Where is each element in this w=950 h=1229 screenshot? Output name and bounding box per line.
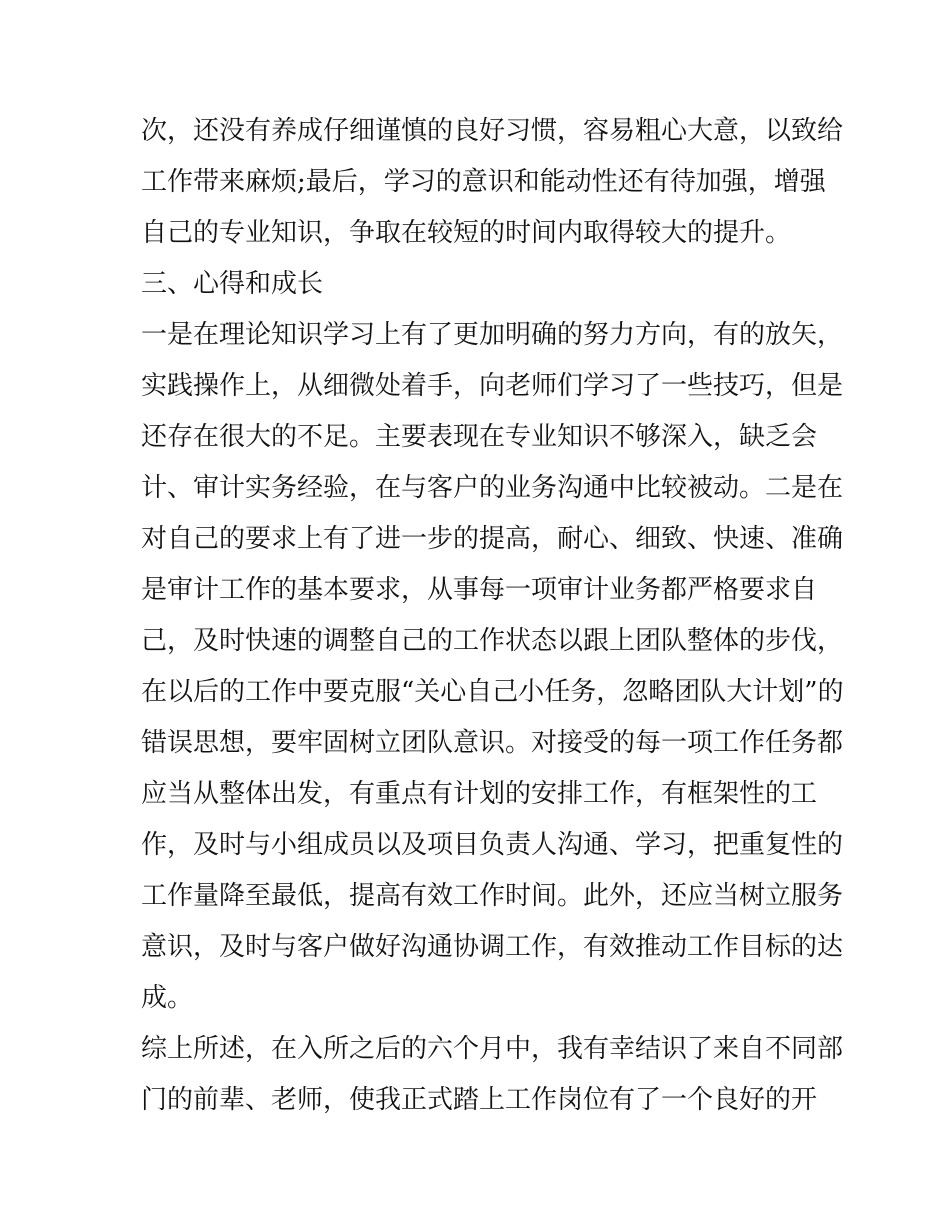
body-text: [141, 106, 844, 1126]
text-line: 门的前辈、老师，使我正式踏上工作岗位有了一个良好的开: [141, 1085, 818, 1115]
text-line: 次，还没有养成仔细谨慎的良好习惯，容易粗心大意，以致给: [141, 116, 844, 146]
text-line: 实践操作上，从细微处着手，向老师们学习了一些技巧，但是: [141, 371, 844, 401]
text-line: 在以后的工作中要克服“关心自己小任务，忽略团队大计划”的: [141, 677, 844, 707]
text-line: 己，及时快速的调整自己的工作状态以跟上团队整体的步伐，: [141, 626, 844, 656]
text-line: 错误思想，要牢固树立团队意识。对接受的每一项工作任务都: [141, 728, 844, 758]
text-line: 工作带来麻烦;最后，学习的意识和能动性还有待加强，增强: [141, 167, 826, 197]
text-line: 综上所述，在入所之后的六个月中，我有幸结识了来自不同部: [141, 1034, 844, 1064]
text-line: 成。: [141, 983, 194, 1013]
section-heading: 三、心得和成长: [141, 269, 324, 299]
text-line: 应当从整体出发，有重点有计划的安排工作，有框架性的工: [141, 779, 818, 809]
text-line: 作，及时与小组成员以及项目负责人沟通、学习，把重复性的: [141, 830, 844, 860]
text-line: 计、审计实务经验，在与客户的业务沟通中比较被动。二是在: [141, 473, 844, 503]
text-line: 意识，及时与客户做好沟通协调工作，有效推动工作目标的达: [141, 932, 844, 962]
text-line: 对自己的要求上有了进一步的提高，耐心、细致、快速、准确: [141, 524, 844, 554]
text-line: 一是在理论知识学习上有了更加明确的努力方向，有的放矢，: [141, 320, 844, 350]
text-line: 工作量降至最低，提高有效工作时间。此外，还应当树立服务: [141, 881, 844, 911]
text-line: 还存在很大的不足。主要表现在专业知识不够深入，缺乏会: [141, 422, 818, 452]
text-line: 自己的专业知识，争取在较短的时间内取得较大的提升。: [141, 218, 792, 248]
text-line: 是审计工作的基本要求，从事每一项审计业务都严格要求自: [141, 575, 818, 605]
